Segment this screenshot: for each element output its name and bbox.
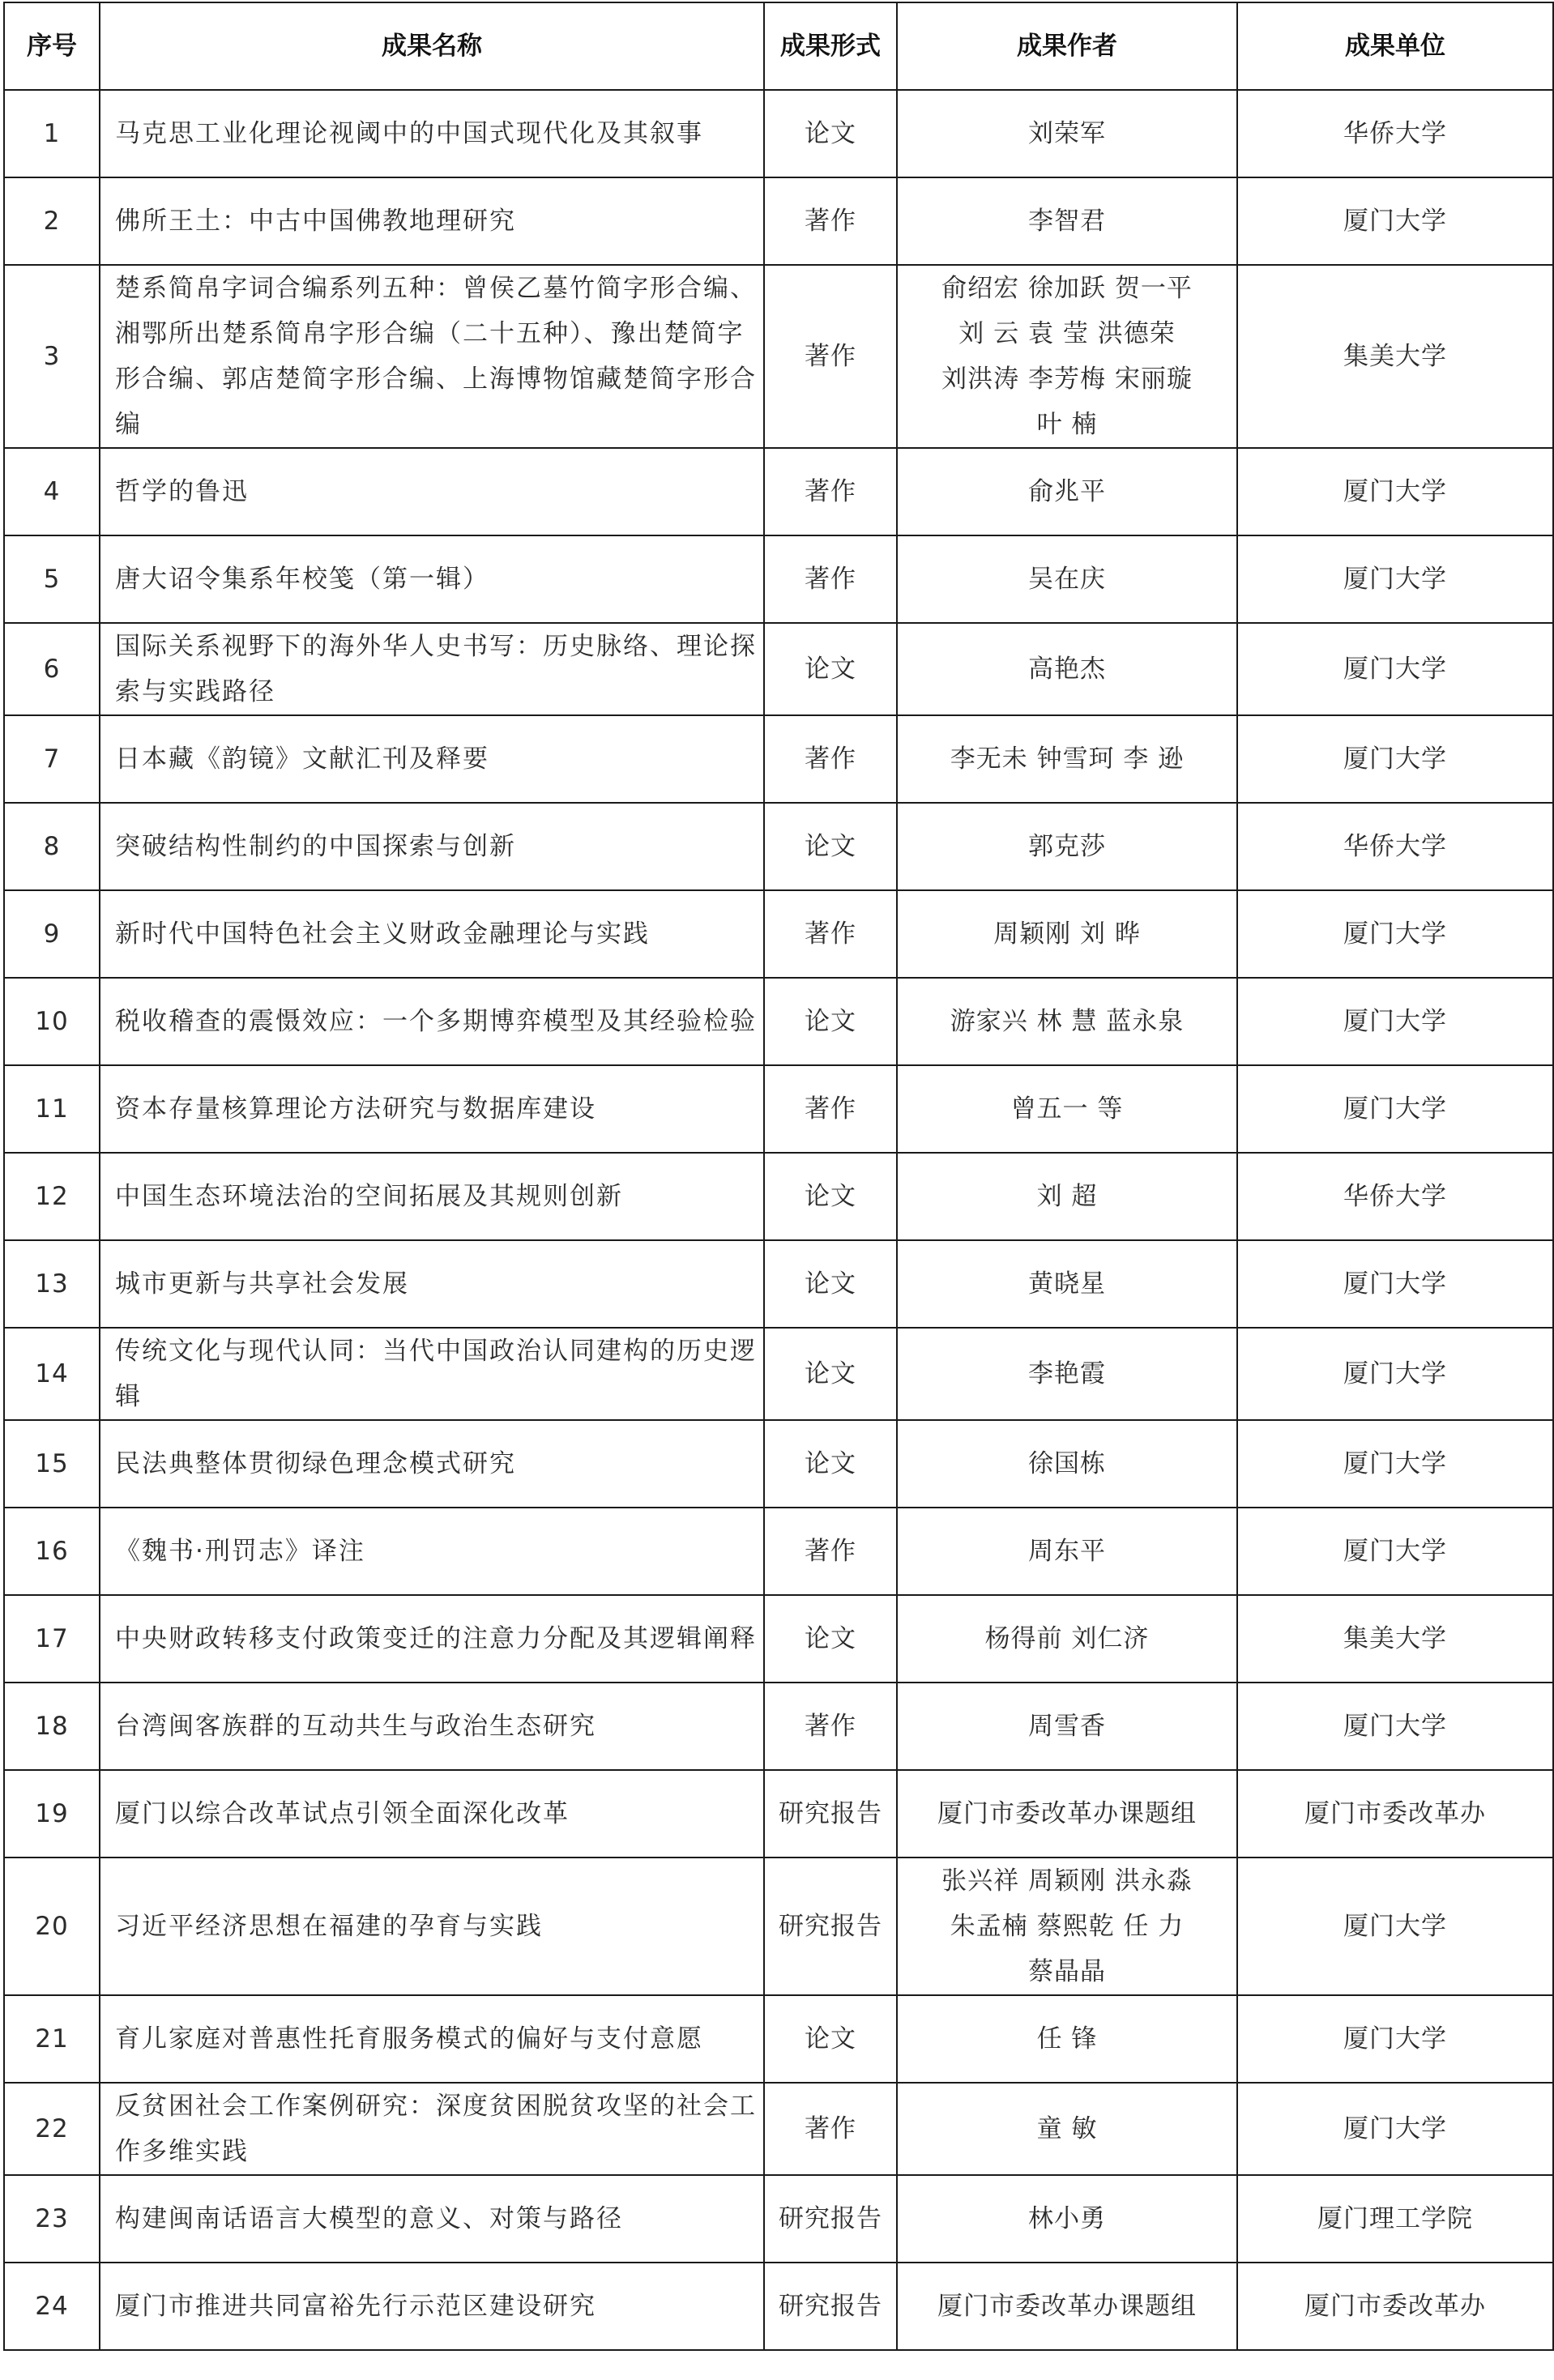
row-number: 16 — [4, 1508, 100, 1595]
result-form: 研究报告 — [764, 1770, 897, 1858]
result-unit: 厦门大学 — [1237, 448, 1553, 535]
table-header-row — [4, 2, 1553, 90]
author-line: 任 锋 — [1036, 2024, 1098, 2054]
author-line: 李智君 — [1028, 207, 1106, 236]
result-form: 著作 — [764, 265, 897, 448]
author-line: 徐国栋 — [1028, 1449, 1106, 1478]
table-row — [4, 2083, 1553, 2175]
result-name: 唐大诏令集系年校笺（第一辑） — [100, 535, 764, 623]
result-form: 论文 — [764, 1153, 897, 1240]
result-authors — [897, 448, 1237, 535]
table-row — [4, 1995, 1553, 2083]
result-name: 构建闽南话语言大模型的意义、对策与路径 — [100, 2175, 764, 2263]
result-form: 著作 — [764, 890, 897, 978]
table-row — [4, 448, 1553, 535]
row-number: 15 — [4, 1420, 100, 1508]
table-row — [4, 1065, 1553, 1153]
row-number: 5 — [4, 535, 100, 623]
row-number: 14 — [4, 1328, 100, 1420]
row-number: 13 — [4, 1240, 100, 1328]
result-unit: 厦门市委改革办 — [1237, 2263, 1553, 2350]
result-authors — [897, 1065, 1237, 1153]
result-form: 研究报告 — [764, 1858, 897, 1995]
row-number: 4 — [4, 448, 100, 535]
author-line: 俞绍宏 徐加跃 贺一平 — [941, 274, 1193, 303]
author-line: 厦门市委改革办课题组 — [937, 1799, 1197, 1828]
result-unit: 厦门大学 — [1237, 623, 1553, 715]
result-authors — [897, 978, 1237, 1065]
result-unit: 华侨大学 — [1237, 803, 1553, 890]
header-author: 成果作者 — [897, 2, 1237, 90]
author-line: 朱孟楠 蔡熙乾 任 力 — [950, 1912, 1185, 1941]
row-number: 9 — [4, 890, 100, 978]
result-authors — [897, 715, 1237, 803]
author-line: 游家兴 林 慧 蓝永泉 — [950, 1007, 1185, 1036]
header-unit: 成果单位 — [1237, 2, 1553, 90]
table-body — [4, 90, 1553, 2350]
table-row — [4, 715, 1553, 803]
author-line: 林小勇 — [1028, 2204, 1106, 2233]
table-row — [4, 1770, 1553, 1858]
result-name: 传统文化与现代认同：当代中国政治认同建构的历史逻辑 — [100, 1328, 764, 1420]
result-name: 突破结构性制约的中国探索与创新 — [100, 803, 764, 890]
results-table — [3, 2, 1554, 2351]
result-unit: 厦门大学 — [1237, 1420, 1553, 1508]
author-line: 厦门市委改革办课题组 — [937, 2292, 1197, 2321]
row-number: 18 — [4, 1683, 100, 1770]
table-row — [4, 1508, 1553, 1595]
result-form: 著作 — [764, 535, 897, 623]
result-authors — [897, 177, 1237, 265]
result-unit: 厦门大学 — [1237, 715, 1553, 803]
author-line: 蔡晶晶 — [1028, 1957, 1106, 1986]
result-form: 著作 — [764, 448, 897, 535]
author-line: 吴在庆 — [1028, 565, 1106, 594]
result-unit: 厦门大学 — [1237, 2083, 1553, 2175]
table-row — [4, 1683, 1553, 1770]
author-line: 叶 楠 — [1036, 410, 1098, 439]
result-authors — [897, 890, 1237, 978]
result-form: 研究报告 — [764, 2175, 897, 2263]
result-form: 著作 — [764, 1508, 897, 1595]
author-line: 刘 云 袁 莹 洪德荣 — [958, 319, 1176, 348]
result-unit: 厦门大学 — [1237, 1995, 1553, 2083]
result-unit: 厦门大学 — [1237, 1065, 1553, 1153]
result-form: 著作 — [764, 1683, 897, 1770]
author-line: 刘荣军 — [1028, 119, 1106, 148]
row-number: 8 — [4, 803, 100, 890]
table-row — [4, 1858, 1553, 1995]
result-name: 台湾闽客族群的互动共生与政治生态研究 — [100, 1683, 764, 1770]
author-line: 杨得前 刘仁济 — [984, 1624, 1150, 1653]
table-row — [4, 1328, 1553, 1420]
result-authors — [897, 803, 1237, 890]
header-name: 成果名称 — [100, 2, 764, 90]
author-line: 黄晓星 — [1028, 1269, 1106, 1299]
table-row — [4, 265, 1553, 448]
author-line: 李无未 钟雪珂 李 逊 — [950, 744, 1185, 774]
result-authors — [897, 1858, 1237, 1995]
result-name: 中央财政转移支付政策变迁的注意力分配及其逻辑阐释 — [100, 1595, 764, 1683]
result-form: 论文 — [764, 623, 897, 715]
result-form: 论文 — [764, 90, 897, 177]
result-form: 著作 — [764, 2083, 897, 2175]
table-row — [4, 535, 1553, 623]
result-authors — [897, 265, 1237, 448]
table-row — [4, 803, 1553, 890]
table-row — [4, 90, 1553, 177]
row-number: 24 — [4, 2263, 100, 2350]
result-authors — [897, 1420, 1237, 1508]
table-row — [4, 623, 1553, 715]
result-unit: 厦门大学 — [1237, 978, 1553, 1065]
result-name: 习近平经济思想在福建的孕育与实践 — [100, 1858, 764, 1995]
row-number: 19 — [4, 1770, 100, 1858]
row-number: 22 — [4, 2083, 100, 2175]
result-unit: 华侨大学 — [1237, 1153, 1553, 1240]
row-number: 7 — [4, 715, 100, 803]
result-form: 论文 — [764, 1420, 897, 1508]
author-line: 张兴祥 周颖刚 洪永淼 — [941, 1866, 1193, 1896]
author-line: 周颖刚 刘 晔 — [993, 919, 1141, 949]
result-name: 城市更新与共享社会发展 — [100, 1240, 764, 1328]
result-name: 民法典整体贯彻绿色理念模式研究 — [100, 1420, 764, 1508]
table-row — [4, 1420, 1553, 1508]
result-authors — [897, 623, 1237, 715]
result-name: 新时代中国特色社会主义财政金融理论与实践 — [100, 890, 764, 978]
result-name: 楚系简帛字词合编系列五种：曾侯乙墓竹简字形合编、湘鄂所出楚系简帛字形合编（二十五种）、豫出楚简字形合编、郭店楚简字形合编、上海博物馆藏楚简字形合编 — [100, 265, 764, 448]
table-row — [4, 978, 1553, 1065]
row-number: 20 — [4, 1858, 100, 1995]
result-form: 著作 — [764, 177, 897, 265]
result-name: 税收稽查的震慑效应：一个多期博弈模型及其经验检验 — [100, 978, 764, 1065]
table-row — [4, 890, 1553, 978]
result-form: 论文 — [764, 803, 897, 890]
result-authors — [897, 1153, 1237, 1240]
row-number: 10 — [4, 978, 100, 1065]
result-authors — [897, 1683, 1237, 1770]
author-line: 刘洪涛 李芳梅 宋丽璇 — [941, 365, 1193, 394]
result-authors — [897, 2083, 1237, 2175]
result-name: 反贫困社会工作案例研究：深度贫困脱贫攻坚的社会工作多维实践 — [100, 2083, 764, 2175]
result-authors — [897, 1770, 1237, 1858]
row-number: 6 — [4, 623, 100, 715]
row-number: 11 — [4, 1065, 100, 1153]
result-unit: 集美大学 — [1237, 1595, 1553, 1683]
result-unit: 厦门大学 — [1237, 535, 1553, 623]
table-row — [4, 2263, 1553, 2350]
result-form: 论文 — [764, 978, 897, 1065]
result-authors — [897, 1328, 1237, 1420]
result-unit: 厦门大学 — [1237, 1683, 1553, 1770]
author-line: 俞兆平 — [1028, 477, 1106, 506]
table-row — [4, 177, 1553, 265]
row-number: 1 — [4, 90, 100, 177]
author-line: 郭克莎 — [1028, 832, 1106, 861]
result-name: 厦门以综合改革试点引领全面深化改革 — [100, 1770, 764, 1858]
result-unit: 厦门市委改革办 — [1237, 1770, 1553, 1858]
result-unit: 厦门大学 — [1237, 1508, 1553, 1595]
row-number: 21 — [4, 1995, 100, 2083]
result-form: 著作 — [764, 715, 897, 803]
result-name: 《魏书·刑罚志》译注 — [100, 1508, 764, 1595]
result-name: 资本存量核算理论方法研究与数据库建设 — [100, 1065, 764, 1153]
row-number: 17 — [4, 1595, 100, 1683]
result-unit: 厦门大学 — [1237, 177, 1553, 265]
author-line: 曾五一 等 — [1010, 1094, 1124, 1124]
result-name: 日本藏《韵镜》文献汇刊及释要 — [100, 715, 764, 803]
author-line: 周东平 — [1028, 1537, 1106, 1566]
result-unit: 厦门大学 — [1237, 1240, 1553, 1328]
result-name: 厦门市推进共同富裕先行示范区建设研究 — [100, 2263, 764, 2350]
author-line: 刘 超 — [1036, 1182, 1098, 1211]
author-line: 周雪香 — [1028, 1712, 1106, 1741]
result-name: 佛所王土：中古中国佛教地理研究 — [100, 177, 764, 265]
row-number: 3 — [4, 265, 100, 448]
result-name: 国际关系视野下的海外华人史书写：历史脉络、理论探索与实践路径 — [100, 623, 764, 715]
result-name: 中国生态环境法治的空间拓展及其规则创新 — [100, 1153, 764, 1240]
table-row — [4, 2175, 1553, 2263]
result-authors — [897, 2175, 1237, 2263]
result-form: 论文 — [764, 1995, 897, 2083]
result-authors — [897, 1995, 1237, 2083]
result-form: 论文 — [764, 1595, 897, 1683]
result-unit: 厦门大学 — [1237, 1328, 1553, 1420]
header-no: 序号 — [4, 2, 100, 90]
result-form: 论文 — [764, 1328, 897, 1420]
header-form: 成果形式 — [764, 2, 897, 90]
result-authors — [897, 1240, 1237, 1328]
table-row — [4, 1153, 1553, 1240]
result-name: 马克思工业化理论视阈中的中国式现代化及其叙事 — [100, 90, 764, 177]
result-unit: 厦门大学 — [1237, 890, 1553, 978]
table-row — [4, 1240, 1553, 1328]
result-authors — [897, 90, 1237, 177]
result-authors — [897, 2263, 1237, 2350]
author-line: 高艳杰 — [1028, 655, 1106, 684]
result-form: 论文 — [764, 1240, 897, 1328]
result-name: 育儿家庭对普惠性托育服务模式的偏好与支付意愿 — [100, 1995, 764, 2083]
result-unit: 华侨大学 — [1237, 90, 1553, 177]
row-number: 12 — [4, 1153, 100, 1240]
result-name: 哲学的鲁迅 — [100, 448, 764, 535]
author-line: 李艳霞 — [1028, 1359, 1106, 1388]
row-number: 2 — [4, 177, 100, 265]
author-line: 童 敏 — [1036, 2114, 1098, 2143]
result-authors — [897, 1595, 1237, 1683]
result-authors — [897, 535, 1237, 623]
result-authors — [897, 1508, 1237, 1595]
result-unit: 厦门理工学院 — [1237, 2175, 1553, 2263]
table-row — [4, 1595, 1553, 1683]
row-number: 23 — [4, 2175, 100, 2263]
result-unit: 集美大学 — [1237, 265, 1553, 448]
result-form: 著作 — [764, 1065, 897, 1153]
result-form: 研究报告 — [764, 2263, 897, 2350]
result-unit: 厦门大学 — [1237, 1858, 1553, 1995]
